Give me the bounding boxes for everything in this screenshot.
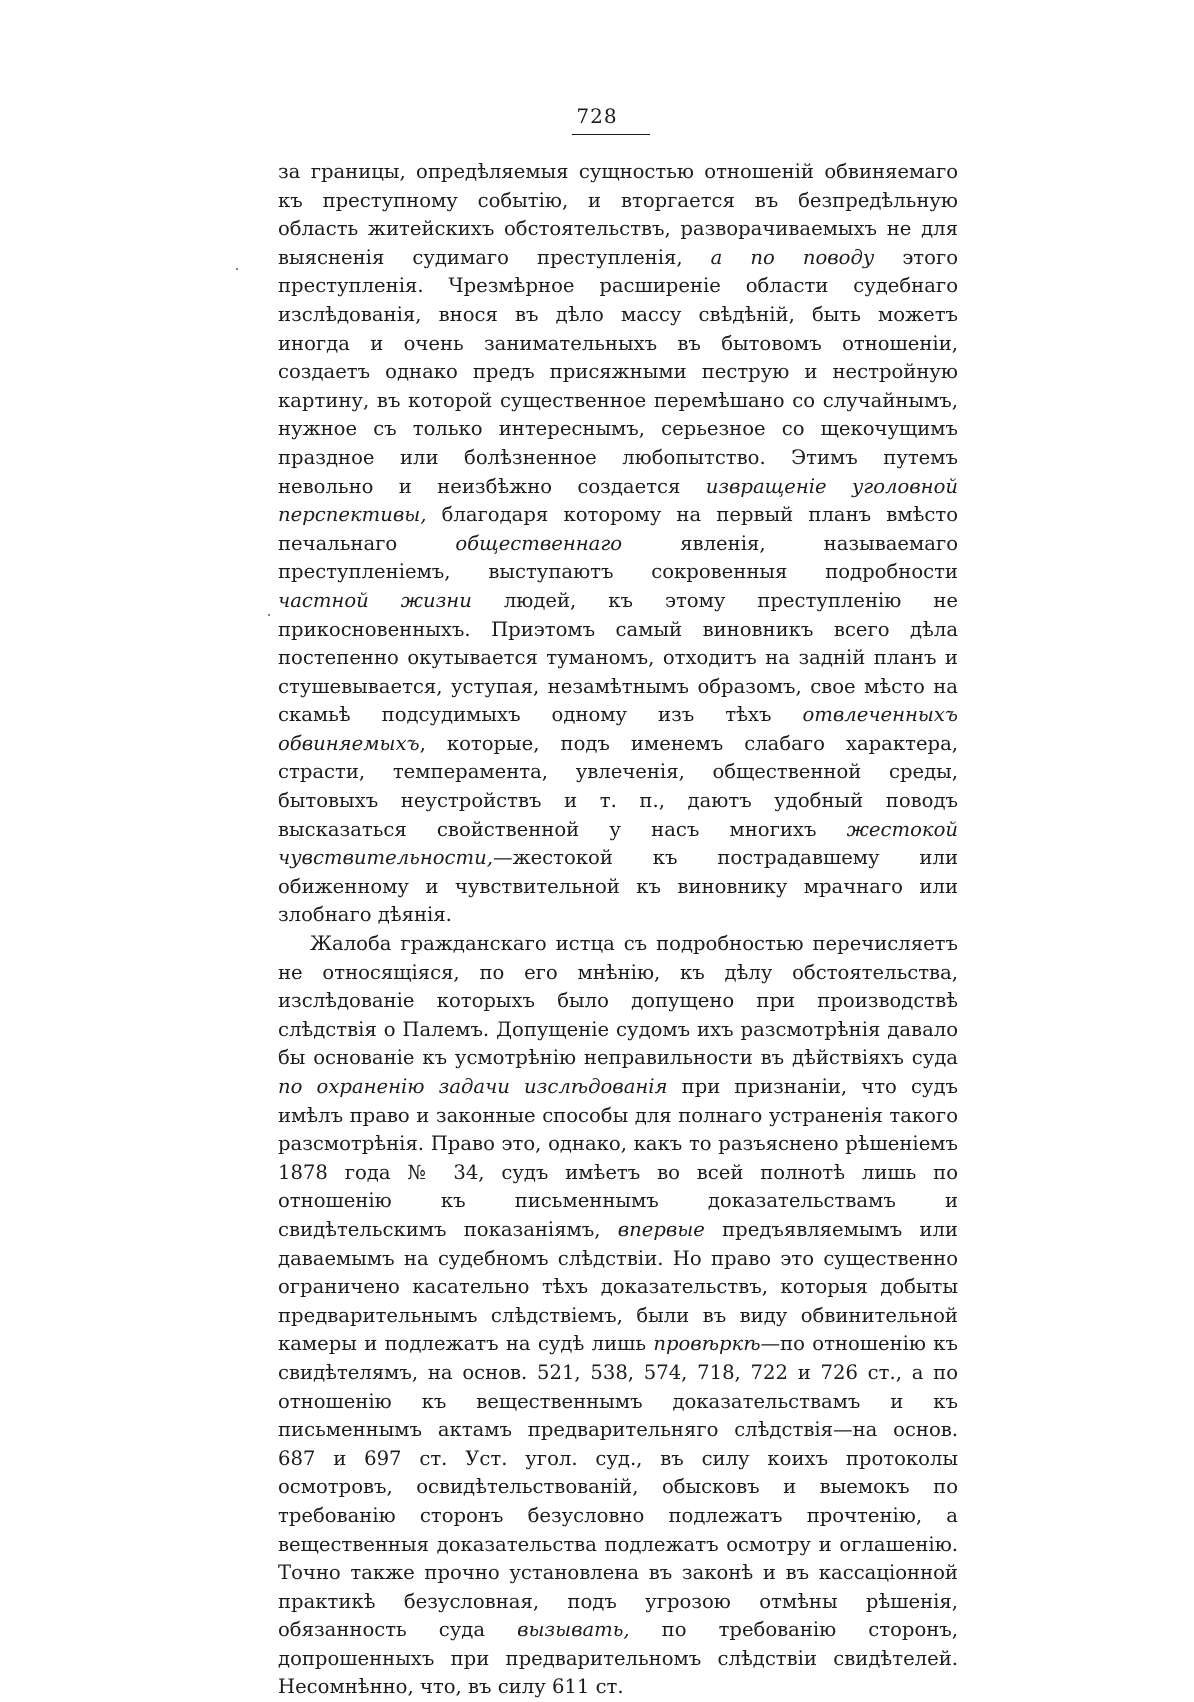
text-run: , которые, подъ именемъ слабаго характера, страсти, темперамента, увлеченія, общественной среды, бытовыхъ неустройствъ и т. п., даютъ удобный поводъ высказаться свойственной у насъ многихъ xyxy=(278,731,958,841)
paragraph-1 xyxy=(278,158,958,930)
paragraph-2 xyxy=(278,930,958,1702)
italic-run: а по поводу xyxy=(710,245,875,269)
text-run: —по отношенію къ свидѣтелямъ, на основ. 521, 538, 574, 718, 722 и 726 ст., а по отношенію къ вещественнымъ доказательствамъ и къ письменнымъ актамъ предварительняго слѣдствія—на основ. 687 и 697 ст. Уст. угол. суд., въ силу коихъ протоколы осмотровъ, освидѣтельствованій, обысковъ и выемокъ по требованію сторонъ безусловно подлежатъ прочтенію, а вещественныя доказательства подлежатъ осмотру и оглашенію. Точно также прочно установлена въ законѣ и въ кассаціонной практикѣ безусловная, подъ угрозою отмѣны рѣшенія, обязанность суда xyxy=(278,1332,958,1642)
text-run: благодаря которому на первый планъ вмѣсто печальнаго xyxy=(278,503,958,555)
text-run: явленія, называемаго преступленіемъ, выступаютъ сокровенныя подробности xyxy=(278,531,958,584)
text-run: при признаніи, что судъ имѣлъ право и законные способы для полнаго устраненія такого разсмотрѣнія. Право это, однако, какъ то разъяснено рѣшеніемъ 1878 года № 34, судъ имѣетъ во всей полнотѣ лишь по отношенію къ письменнымъ доказательствамъ и свидѣтельскимъ показаніямъ, xyxy=(278,1075,958,1241)
italic-run: вызывать, xyxy=(517,1618,630,1642)
text-run: людей, къ этому преступленію не прикосновенныхъ. Приэтомъ самый виновникъ всего дѣла постепенно окутывается туманомъ, отходитъ на задній планъ и стушевывается, уступая, незамѣтнымъ образомъ, свое мѣсто на скамьѣ подсудимыхъ одному изъ тѣхъ xyxy=(278,588,958,727)
text-run: этого преступленія. Чрезмѣрное расширеніе области судебнаго изслѣдованія, внося въ дѣло массу свѣдѣній, быть можетъ иногда и очень занимательныхъ въ бытовомъ отношеніи, создаетъ однако предъ присяжными пеструю и нестройную картину, въ которой существенное перемѣшано со случайнымъ, нужное съ только интереснымъ, серьезное со щекочущимъ праздное или болѣзненное любопытство. Этимъ путемъ невольно и неизбѣжно создается xyxy=(278,245,958,498)
text-run: Жалоба гражданскаго истца съ подробностью перечисляетъ не относящіяся, по его мнѣнію, къ дѣлу обстоятельства, изслѣдованіе которыхъ было допущено при производствѣ слѣдствія о Палемъ. Допущеніе судомъ ихъ разсмотрѣнія давало бы основаніе къ усмотрѣнію неправильности въ дѣйствіяхъ суда xyxy=(278,932,958,1070)
scan-speck xyxy=(236,268,238,270)
header-rule xyxy=(572,134,650,135)
page-number: 728 xyxy=(576,104,618,128)
italic-run: по охраненію задачи изслѣдованія xyxy=(278,1075,668,1098)
page-header xyxy=(0,104,1194,128)
italic-run: общественнаго xyxy=(455,531,623,555)
text-run: —жестокой къ пострадавшему или обиженному и чувствительной къ виновнику мрачнаго или злобнаго дѣянія. xyxy=(278,846,958,927)
text-run: по требованію сторонъ, допрошенныхъ при предварительномъ слѣдствіи свидѣтелей. Несомнѣнно, что, въ силу 611 ст. xyxy=(278,1618,958,1699)
italic-run: частной жизни xyxy=(278,588,472,612)
italic-run: отвлеченныхъ обвиняемыхъ xyxy=(278,703,958,755)
scan-speck xyxy=(268,614,270,616)
italic-run: жестокой чувствительности, xyxy=(278,817,958,870)
text-run: за границы, опредѣляемыя сущностью отношеній обвиняемаго къ преступному событію, и вторгается въ безпредѣльную область житейскихъ обстоятельствъ, разворачиваемыхъ не для выясненія судимаго преступленія, xyxy=(278,160,958,269)
italic-run: извращеніе уголовной перспективы, xyxy=(278,474,959,527)
text-run: предъявляемымъ или даваемымъ на судебномъ слѣдствіи. Но право это существенно ограничено касательно тѣхъ доказательствъ, которыя добыты предварительнымъ слѣдствіемъ, были въ виду обвинительной камеры и подлежатъ на судѣ лишь xyxy=(278,1217,958,1356)
body-text xyxy=(278,158,958,1702)
italic-run: провѣркѣ xyxy=(653,1332,761,1356)
italic-run: впервые xyxy=(617,1217,705,1241)
